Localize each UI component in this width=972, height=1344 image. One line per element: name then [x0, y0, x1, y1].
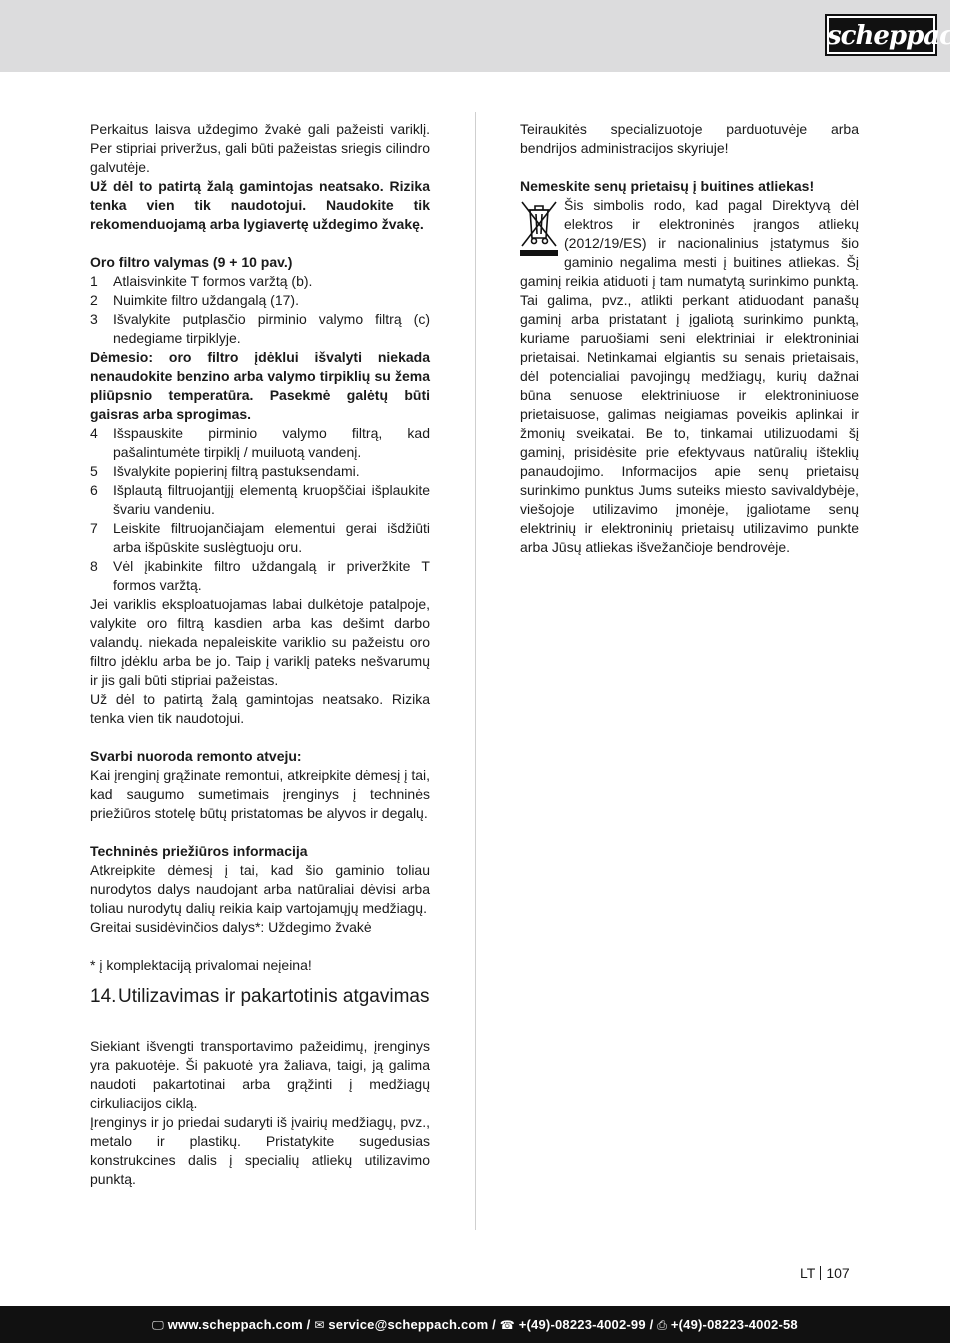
- materials-paragraph: Įrenginys ir jo priedai sudaryti iš įvairių medžiagų, pvz., metalo ir plastikų. Pristatykite sugedusias konstrukcines dalis į specialių atliekų utilizavimo punktą.: [90, 1114, 430, 1187]
- inquiry-paragraph: Teiraukitės specializuotoje parduotuvėje arba bendrijos administracijos skyriuje!: [520, 121, 859, 156]
- crossed-bin-icon: [520, 198, 558, 258]
- list-item: 8 Vėl įkabinkite filtro uždangalą ir priveržkite T formos varžtą.: [90, 558, 430, 593]
- spark-plug-liability: Už dėl to patirtą žalą gamintojas neatsako. Rizika tenka vien tik naudotojui. Naudokite tik rekomenduojamą arba lygiavertę uždegimo žvakę.: [90, 178, 430, 232]
- footnote: * į komplektaciją privalomai neįeina!: [90, 957, 312, 973]
- left-column: [90, 120, 430, 1189]
- email-link[interactable]: service@scheppach.com /: [328, 1317, 496, 1332]
- list-item: 2 Nuimkite filtro uždangalą (17).: [90, 292, 299, 308]
- air-filter-steps-a: [90, 272, 430, 348]
- dusty-environment-paragraph: Jei variklis eksploatuojamas labai dulkėtoje patalpoje, valykite oro filtrą kasdien arba kas dešimt darbo valandų. niekada nepaleiskite variklio su pažeistu oro filtro įdėklu arba be jo. Taip į variklį pateks nešvarumų ir jis gali būti stipriai pažeistas.: [90, 596, 430, 688]
- air-filter-steps-b: [90, 424, 430, 595]
- footer-bar: [0, 1306, 950, 1343]
- list-item: 5 Išvalykite popierinį filtrą pastuksendami.: [90, 463, 360, 479]
- computer-icon: 🖵: [152, 1318, 164, 1332]
- list-item: 6 Išplautą filtruojantįjį elementą kruopščiai išplaukite švariu vandeniu.: [90, 482, 430, 517]
- repair-heading: Svarbi nuoroda remonto atveju:: [90, 748, 302, 764]
- list-item: 7 Leiskite filtruojančiajam elementui gerai išdžiūti arba išpūskite suslėgtuoju oru.: [90, 520, 430, 555]
- list-item: 1 Atlaisvinkite T formos varžtą (b).: [90, 273, 313, 289]
- phone-number: +(49)-08223-4002-99 /: [518, 1317, 654, 1332]
- right-column: [520, 120, 859, 557]
- air-filter-heading: Oro filtro valymas (9 + 10 pav.): [90, 254, 293, 270]
- fax-icon: ⎙: [657, 1318, 668, 1332]
- page-number: LT 107: [800, 1265, 850, 1281]
- section-title: 14. Utilizavimas ir pakartotinis atgavimas: [90, 986, 430, 1007]
- header-bar: [0, 0, 950, 72]
- weee-paragraph: Šis simbolis rodo, kad pagal Direktyvą dėl elektros ir elektroninės įrangos atliekų (2012/19/ES) ir nacionalinius įstatymus šio gaminio negalima mesti į buitines atliekas. Šį gaminį reikia atiduoti į tam numatytą surinkimo punktą. Tai galima, pvz., atlikti perkant atiduodant panašų gaminį arba pristatant į įgaliotą surinkimo punktą, kuriame paruošiami seni elektriniai ir elektroniniai prietaisai. Netinkamai elgiantis su senais prietaisais, dėl potencialiai pavojingų medžiagų, kurių dažnai būna senuose elektriniuose ir elektroniniuose prietaisuose, galimas neigiamas poveikis aplinkai ir žmonių sveikatai. Be to, tinkamai utilizuodami šį gaminį, prisidėsite prie efektyvaus natūralių išteklių panaudojimo. Informacijos apie senų prietaisų surinkimo punktus Jums suteiks miesto savivaldybėje, viešojoje utilizavimo įmonėje, įgaliotame senų elektrinių ir elektroninių prietaisų utilizavimo punkte arba Jūsų atliekas išvežančioje bendrovėje.: [520, 197, 859, 555]
- column-divider: [475, 112, 476, 1230]
- packaging-paragraph: Siekiant išvengti transportavimo pažeidimų, įrenginys yra pakuotėje. Ši pakuotė yra žaliava, taigi, ją galima naudoti pakartotinai arba grąžinti į medžiagų cirkuliacijos ciklą.: [90, 1038, 430, 1111]
- fax-number: +(49)-08223-4002-58: [670, 1317, 798, 1332]
- repair-text: Kai įrenginį grąžinate remontui, atkreipkite dėmesį į tai, kad saugumo sumetimais įrenginys į techninės priežiūros stotelę būtų pristatomas be alyvos ir degalų.: [90, 767, 430, 821]
- phone-icon: ☎: [499, 1318, 515, 1332]
- list-item: 3 Išvalykite putplasčio pirminio valymo filtrą (c) nedegiame tirpiklyje.: [90, 311, 430, 346]
- service-text: Atkreipkite dėmesį į tai, kad šio gaminio toliau nurodytos dalys naudojant arba natūraliai dėvisi arba toliau nurodytų dalių reikia kaip vartojamųjų medžiagų.: [90, 862, 430, 916]
- wear-parts-text: Greitai susidėvinčios dalys*: Uždegimo žvakė: [90, 919, 372, 935]
- liability-paragraph: Už dėl to patirtą žalą gamintojas neatsako. Rizika tenka vien tik naudotojui.: [90, 691, 430, 726]
- disposal-heading: Nemeskite senų prietaisų į buitines atliekas!: [520, 178, 815, 194]
- list-item: 4 Išspauskite pirminio valymo filtrą, kad pašalintumėte tirpiklį / muiluotą vandenį.: [90, 425, 430, 460]
- spark-plug-paragraph: Perkaitus laisva uždegimo žvakė gali pažeisti variklį. Per stipriai priveržus, gali būti pažeistas sriegis cilindro galvutėje.: [90, 121, 430, 175]
- website-link[interactable]: www.scheppach.com /: [167, 1317, 311, 1332]
- mail-icon: ✉: [314, 1318, 325, 1332]
- scheppach-logo: scheppach: [825, 14, 937, 56]
- service-heading: Techninės priežiūros informacija: [90, 843, 308, 859]
- air-filter-warning: Dėmesio: oro filtro įdėklui išvalyti niekada nenaudokite benzino arba valymo tirpiklių su žema pliūpsnio temperatūra. Pasekmė galėtų būti gaisras arba sprogimas.: [90, 349, 430, 422]
